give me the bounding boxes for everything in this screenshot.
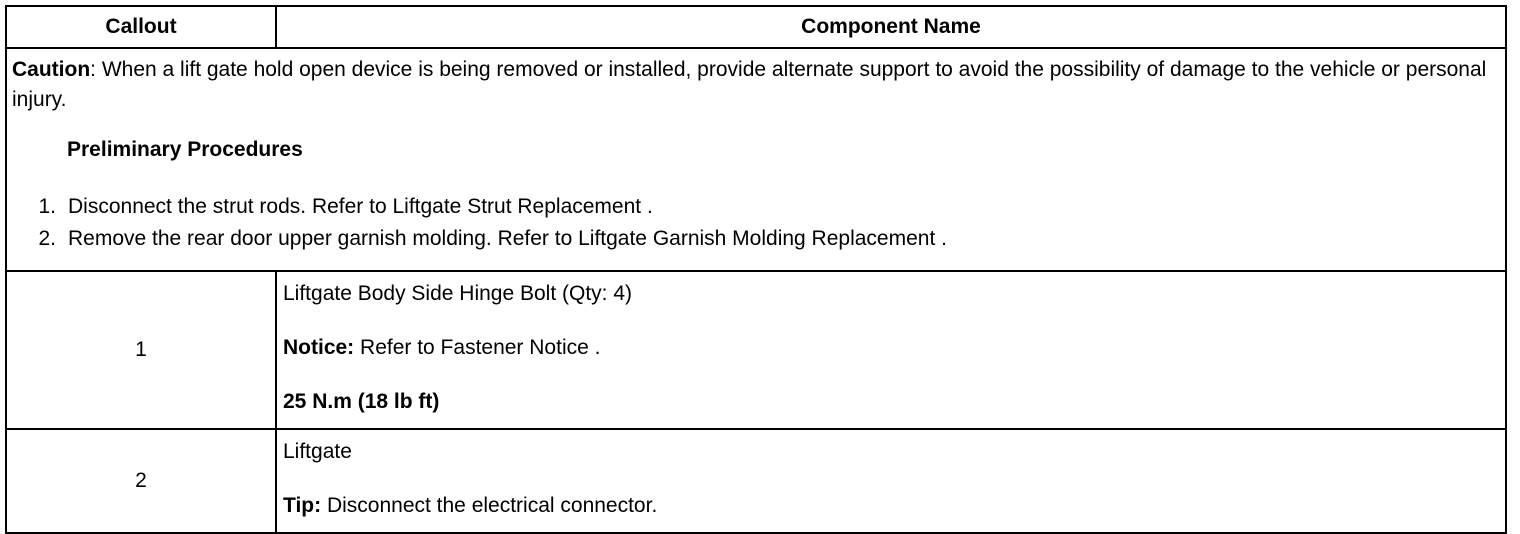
- notice-line: [283, 334, 1499, 362]
- table-header-row: [6, 6, 1506, 48]
- callout-cell: 1: [6, 271, 276, 429]
- caution-label: Caution: [12, 58, 91, 81]
- tip-text: Disconnect the electrical connector.: [321, 494, 658, 517]
- procedure-step: [12, 191, 1501, 223]
- step-text: Disconnect the strut rods. Refer to Liftgate Strut Replacement .: [68, 195, 653, 218]
- table-row: [6, 271, 1506, 429]
- intro-cell: [6, 48, 1506, 271]
- torque-spec: 25 N.m (18 lb ft): [283, 390, 440, 413]
- caution-text: : When a lift gate hold open device is being removed or installed, provide alternate support to avoid the possibility of damage to the vehicle or personal injury.: [12, 58, 1487, 111]
- component-name: Liftgate Body Side Hinge Bolt (Qty: 4): [283, 282, 633, 305]
- step-number: 1.: [38, 195, 56, 218]
- notice-text: Refer to Fastener Notice .: [354, 336, 601, 359]
- step-text: Remove the rear door upper garnish molding. Refer to Liftgate Garnish Molding Replacement .: [68, 227, 947, 250]
- notice-label: Notice:: [283, 336, 355, 359]
- callout-column-header: Callout: [6, 6, 276, 48]
- table-row: [6, 429, 1506, 533]
- component-cell: [276, 429, 1506, 533]
- component-name: Liftgate: [283, 440, 352, 463]
- callout-cell: 2: [6, 429, 276, 533]
- procedure-step: [12, 223, 1501, 255]
- preliminary-procedures-title: Preliminary Procedures: [67, 138, 303, 161]
- tip-line: [283, 492, 1499, 520]
- procedure-table: [5, 5, 1507, 534]
- intro-row: [6, 48, 1506, 271]
- caution-paragraph: [12, 55, 1501, 115]
- tip-label: Tip:: [283, 494, 322, 517]
- step-number: 2.: [38, 227, 56, 250]
- component-name-column-header: Component Name: [276, 6, 1506, 48]
- component-cell: [276, 271, 1506, 429]
